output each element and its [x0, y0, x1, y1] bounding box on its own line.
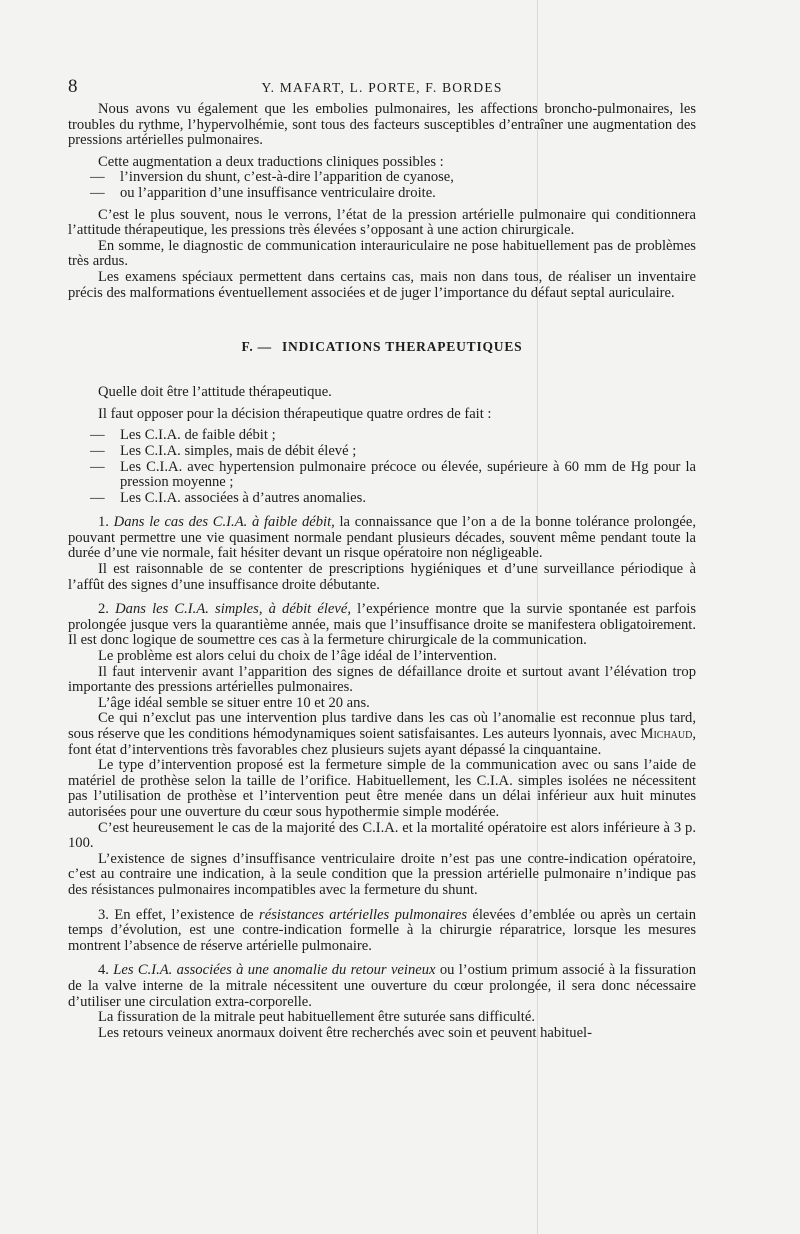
subsection-2 — [68, 602, 696, 898]
author-name: Michaud — [640, 726, 693, 742]
dash-mark: — — [90, 442, 105, 459]
list-item — [68, 444, 696, 460]
item-number: 1. — [98, 514, 109, 531]
italic-lead: Les C.I.A. associées à une anomalie du retour veineux — [113, 962, 436, 979]
paragraph: C’est le plus souvent, nous le verrons, l’état de la pression artérielle pulmonaire qui conditionnera l’attitude thérapeutique, les pressions très élevées s’opposant à une action chirurgicale. — [68, 206, 696, 239]
paragraph — [68, 515, 696, 562]
intro-block — [68, 102, 696, 301]
paragraph: Il est raisonnable de se contenter de prescriptions hygiéniques et d’une surveillance périodique à l’affût des signes d’une insuffisance droite débutante. — [68, 561, 696, 593]
paragraph: Quelle doit être l’attitude thérapeutique. — [98, 384, 332, 401]
paragraph-text: élevées d’emblée ou après un certain temps d’évolution, est une contre-indication formelle à la chirurgie réparatrice, lorsque les mesures montrent l’absence de réserve artérielle pulmonaire. — [68, 906, 697, 954]
paragraph: L’existence de signes d’insuffisance ventriculaire droite n’est pas une contre-indication opératoire, c’est au contraire une indication, à la seule condition que la pression artérielle pulmonaire n’indique pas des résistances pulmonaires incompatibles avec la fermeture du shunt. — [68, 850, 696, 898]
paragraph: L’âge idéal semble se situer entre 10 et 20 ans. — [98, 694, 370, 711]
paragraph-text: Ce qui n’exclut pas une intervention plus tardive dans les cas où l’anomalie est reconnue plus tard, sous réserve que les conditions hémodynamiques soient satisfaisantes. Les auteurs lyonnais, avec — [68, 710, 696, 742]
paragraph: Les retours veineux anormaux doivent être recherchés avec soin et peuvent habituel- — [98, 1024, 592, 1041]
list-item — [68, 491, 696, 507]
paragraph: Les examens spéciaux permettent dans certains cas, mais non dans tous, de réaliser un inventaire précis des malformations éventuellement associées et de juger l’importance du défaut septal auriculaire. — [68, 268, 696, 301]
list-text: Les C.I.A. simples, mais de débit élevé ; — [120, 442, 357, 459]
italic-lead: Dans les C.I.A. simples, à débit élevé, — [115, 601, 351, 618]
paragraph: Il faut intervenir avant l’apparition des signes de défaillance droite et surtout avant l’élévation trop importante des pressions artérielles pulmonaires. — [68, 663, 696, 696]
dash-mark: — — [90, 489, 105, 506]
paragraph: Le problème est alors celui du choix de l’âge idéal de l’intervention. — [98, 648, 497, 665]
paragraph-text: la connaissance que l’on a de la bonne tolérance prolongée, pouvant permettre une vie quasiment normale pendant plusieurs décades, souvent même pendant toute la durée d’une vie normale, fait hésiter devant un risque opératoire non négligeable. — [68, 514, 696, 562]
paragraph: Il faut opposer pour la décision thérapeutique quatre ordres de fait : — [98, 405, 492, 422]
running-head: Y. MAFART, L. PORTE, F. BORDES — [261, 80, 503, 95]
dash-text: l’inversion du shunt, c’est-à-dire l’apparition de cyanose, — [120, 169, 454, 186]
dash-mark: — — [90, 184, 105, 201]
paragraph: Cette augmentation a deux traductions cliniques possibles : — [98, 153, 444, 170]
italic-lead: Dans le cas des C.I.A. à faible débit, — [113, 514, 335, 531]
paragraph — [68, 963, 696, 1010]
section-letter: F. — — [241, 339, 272, 355]
list-text: Les C.I.A. de faible débit ; — [120, 427, 276, 444]
paragraph-text: l’expérience montre que la survie spontanée est parfois prolongée jusque vers la quarantième année, mais que l’insuffisance droite se manifestera obligatoirement. Il est donc logique de soumettre ces cas à la fermeture chirurgicale de la communication. — [68, 601, 696, 649]
list-text: Les C.I.A. associées à d’autres anomalies. — [120, 489, 366, 506]
dash-item — [68, 170, 696, 186]
orders-list — [68, 428, 696, 506]
section-heading — [68, 339, 696, 355]
list-text: Les C.I.A. avec hypertension pulmonaire précoce ou élevée, supérieure à 60 mm de Hg pour la pression moyenne ; — [120, 458, 696, 491]
paragraph-text: , font état d’interventions très favorables chez plusieurs sujets ayant dépassé la cinquantaine. — [68, 726, 696, 758]
paragraph — [68, 908, 696, 955]
paragraph: Nous avons vu également que les embolies pulmonaires, les affections broncho-pulmonaires, les troubles du rythme, l’hypervolhémie, sont tous des facteurs susceptibles d’entraîner une augmentation des pressions artérielles pulmonaires. — [68, 101, 696, 149]
paragraph-text: En effet, l’existence de — [114, 906, 254, 923]
page-header — [68, 76, 696, 102]
paragraph — [68, 711, 696, 758]
subsection-4 — [68, 963, 696, 1041]
item-number: 4. — [98, 962, 109, 979]
section-title: INDICATIONS THERAPEUTIQUES — [281, 339, 523, 355]
dash-item — [68, 186, 696, 202]
page-number: 8 — [68, 76, 78, 97]
page-body — [68, 76, 696, 1041]
dash-mark: — — [90, 427, 105, 444]
paragraph: En somme, le diagnostic de communication interauriculaire ne pose habituellement pas de problèmes très ardus. — [68, 237, 696, 270]
paragraph — [68, 602, 696, 649]
item-number: 3. — [98, 906, 109, 923]
italic-lead: résistances artérielles pulmonaires — [259, 906, 467, 923]
subsection-3 — [68, 908, 696, 955]
dash-mark: — — [90, 169, 105, 186]
item-number: 2. — [98, 601, 109, 618]
list-item — [68, 460, 696, 491]
dash-mark: — — [90, 458, 105, 475]
paragraph-text: ou l’ostium primum associé à la fissuration de la valve interne de la mitrale nécessitent une ouverture du cœur prolongée, il sera donc nécessaire d’utiliser une circulation extra-corporelle. — [68, 962, 696, 1010]
paragraph: Le type d’intervention proposé est la fermeture simple de la communication avec ou sans l’aide de matériel de prothèse selon la taille de l’orifice. Habituellement, les C.I.A. simples isolées ne nécessitent pas l’utilisation de prothèse et l’intervention peut être menée dans un délai inférieur aux huit minutes autorisées pour une ouverture du cœur sous hypothermie simple modérée. — [68, 757, 696, 820]
subsection-1 — [68, 515, 696, 593]
list-item — [68, 428, 696, 444]
paragraph: C’est heureusement le cas de la majorité des C.I.A. et la mortalité opératoire est alors inférieure à 3 p. 100. — [68, 819, 696, 852]
paragraph: La fissuration de la mitrale peut habituellement être suturée sans difficulté. — [98, 1009, 535, 1026]
dash-text: ou l’apparition d’une insuffisance ventriculaire droite. — [120, 184, 436, 201]
